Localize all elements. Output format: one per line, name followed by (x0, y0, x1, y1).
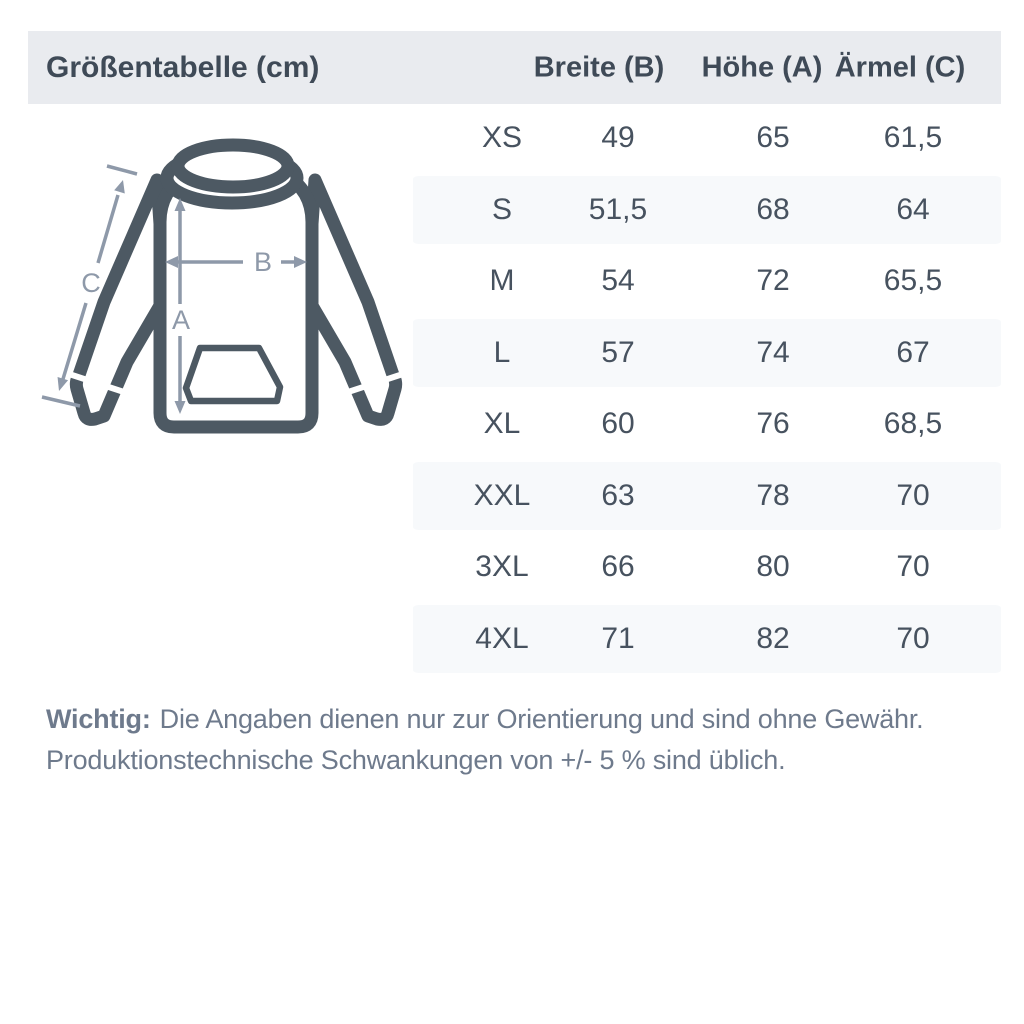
disclaimer-label: Wichtig: (46, 704, 151, 734)
arrow-c-head-up-icon (114, 180, 125, 194)
aermel-value: 68,5 (883, 407, 943, 441)
breite-value: 49 (601, 121, 635, 155)
breite-value: 54 (601, 264, 635, 298)
arrow-c-top-tick (107, 166, 137, 174)
breite-value: 63 (601, 478, 635, 512)
aermel-value: 61,5 (883, 121, 943, 155)
disclaimer-line1: Die Angaben dienen nur zur Orientierung und sind ohne Gewähr. (159, 704, 924, 734)
aermel-value: 70 (896, 550, 930, 584)
label-b: B (253, 247, 273, 277)
table-row (413, 316, 1001, 391)
hoehe-value: 72 (756, 264, 790, 298)
column-header-aermel: Ärmel (C) (834, 51, 966, 83)
size-table (413, 104, 1001, 676)
label-c: C (81, 268, 101, 298)
table-row (413, 104, 1001, 173)
page-title: Größentabelle (cm) (46, 50, 320, 84)
size-label: 4XL (475, 621, 529, 655)
hoodie-diagram (40, 130, 420, 460)
aermel-value: 70 (896, 478, 930, 512)
label-a: A (171, 305, 191, 335)
aermel-value: 67 (896, 335, 930, 369)
table-row (413, 459, 1001, 534)
hoehe-value: 82 (756, 621, 790, 655)
table-row (413, 602, 1001, 677)
aermel-value: 64 (896, 192, 930, 226)
size-label: S (491, 192, 512, 226)
breite-value: 66 (601, 550, 635, 584)
column-header-breite: Breite (B) (533, 51, 665, 83)
size-label: XS (481, 121, 523, 155)
hoehe-value: 76 (756, 407, 790, 441)
hoehe-value: 80 (756, 550, 790, 584)
hoehe-value: 74 (756, 335, 790, 369)
breite-value: 57 (601, 335, 635, 369)
arrow-c-head-down-icon (58, 377, 69, 391)
table-row (413, 533, 1001, 602)
table-row (413, 247, 1001, 316)
size-label: XXL (473, 478, 531, 512)
column-header-hoehe: Höhe (A) (701, 51, 823, 83)
breite-value: 60 (601, 407, 635, 441)
hoehe-value: 65 (756, 121, 790, 155)
table-row (413, 390, 1001, 459)
breite-value: 71 (601, 621, 635, 655)
size-label: L (493, 335, 511, 369)
header-bar (28, 31, 1001, 104)
hoodie-pocket (186, 348, 280, 401)
hoodie-illustration (40, 130, 420, 460)
aermel-value: 65,5 (883, 264, 943, 298)
table-row (413, 173, 1001, 248)
breite-value: 51,5 (588, 192, 648, 226)
size-label: M (489, 264, 515, 298)
hoehe-value: 78 (756, 478, 790, 512)
aermel-value: 70 (896, 621, 930, 655)
disclaimer (46, 699, 996, 781)
hood-upper-ring (178, 145, 288, 187)
size-label: 3XL (475, 550, 529, 584)
hoehe-value: 68 (756, 192, 790, 226)
arrow-c-line-top (98, 195, 118, 263)
size-label: XL (483, 407, 521, 441)
disclaimer-line2: Produktionstechnische Schwankungen von +/- 5 % sind üblich. (46, 745, 786, 775)
